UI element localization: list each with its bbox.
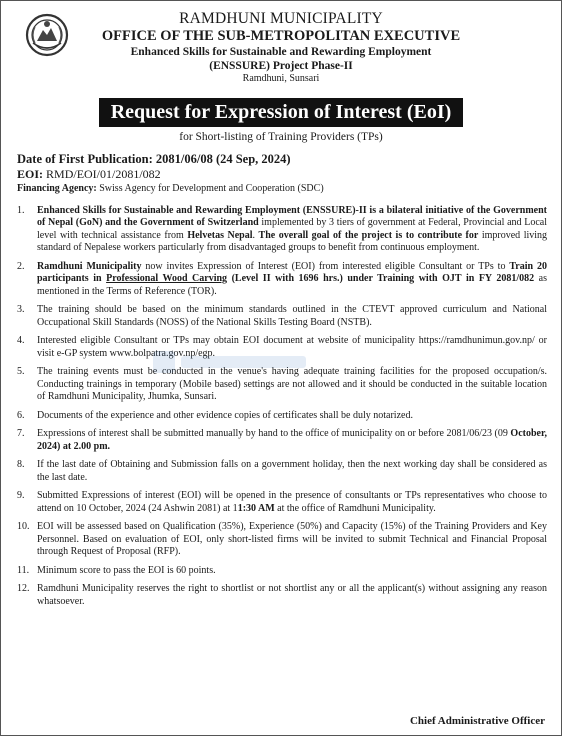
project-name: Enhanced Skills for Sustainable and Rewarding Employment [130, 46, 432, 58]
watermark-logo-icon [151, 347, 311, 377]
item-number: 2. [17, 260, 25, 272]
item-text: at the office of Ramdhuni Municipality. [274, 502, 436, 514]
item-text: Helvetas Nepal [187, 229, 253, 241]
item-text: . [252, 229, 259, 241]
publication-date: Date of First Publication: 2081/06/08 (24 Sep, 2024) [17, 152, 291, 166]
item-number: 5. [17, 366, 25, 378]
item-text: Ramdhuni Municipality [37, 260, 142, 272]
notice-item [11, 428, 551, 453]
signatory-title: Chief Administrative Officer [409, 715, 545, 727]
item-number: 1. [17, 205, 25, 216]
item-text: If the last date of Obtaining and Submission falls on a government holiday, then the next working day shall be considered as the last date. [37, 459, 547, 483]
item-number: 6. [17, 409, 25, 421]
item-text: Documents of the experience and other evidence copies of certificates shall be duly notarized. [37, 409, 413, 421]
notice-item [11, 521, 551, 558]
item-text: 1:30 AM [237, 502, 275, 514]
eoi-number: RMD/EOI/01/2081/082 [46, 167, 161, 181]
notice-item [11, 205, 551, 255]
notice-item [11, 261, 551, 298]
project-phase: (ENSSURE) Project Phase-II [209, 60, 353, 72]
item-number: 11. [17, 564, 30, 576]
item-text: Professional Wood Carving [106, 273, 228, 285]
financing-agency-value: Swiss Agency for Development and Cooperation (SDC) [99, 183, 324, 194]
notice-header [11, 1, 551, 97]
item-number: 3. [17, 304, 25, 316]
notice-item [11, 565, 551, 577]
item-text: EOI will be assessed based on Qualification (35%), Experience (50%) and Capacity (15%) of the Training Providers and Key Personnel. Based on evaluation of EOI, only short-listed firms will be invited to submit Technical and Financial Proposal through Request of Proposal (RFP). [37, 521, 547, 558]
item-text: Ramdhuni Municipality reserves the right to shortlist or not shortlist any or all the applicant(s) without assigning any reason whatsoever. [37, 583, 547, 607]
item-text: improved living standard of Nepalese workers particularly from disadvantaged groups to benefit from continuous employment. [37, 229, 548, 254]
notice-title: Request for Expression of Interest (EoI) [99, 98, 464, 127]
notice-item [11, 304, 551, 329]
item-text: as mentioned in the Terms of Reference (TOR). [37, 273, 547, 297]
notice-subtitle: for Short-listing of Training Providers (TPs) [179, 131, 383, 143]
item-number: 10. [17, 521, 30, 533]
eoi-reference [11, 167, 551, 182]
item-number: 4. [17, 335, 25, 347]
item-number: 8. [17, 459, 25, 471]
item-text: now invites Expression of Interest (EOI) from interested eligible Consultant or TPs to [141, 260, 510, 272]
item-number: 12. [17, 583, 30, 595]
title-banner [11, 98, 551, 127]
notice-item [11, 490, 551, 515]
item-text: (Level II with 1696 hrs.) under Training with OJT in FY 2081/082 [227, 273, 535, 285]
notice-item [11, 583, 551, 608]
notice-items-list [11, 205, 551, 608]
financing-agency-label: Financing Agency: [17, 183, 97, 194]
item-number: 9. [17, 490, 25, 502]
item-text: implemented by 3 tiers of government at Federal, Provincial and Local level with technical assistance from [37, 217, 547, 241]
nepal-government-emblem-icon [25, 13, 69, 57]
item-text: Train 20 participants in [37, 260, 547, 285]
notice-item [11, 459, 551, 484]
item-number: 7. [17, 428, 25, 440]
item-text: Expressions of interest shall be submitted manually by hand to the office of municipality on or before 2081/06/23 (09 [37, 428, 511, 440]
item-text: The training should be based on the minimum standards outlined in the CTEVT approved curriculum and National Occupational Skill Standards (NOSS) of the National Skills Testing Board (NSTB). [37, 304, 547, 328]
item-text: The training events must be conducted in the venue's having adequate training facilities for the proposed occupation/s. Conducting trainings in temporary (Mobile based) settings are not allowed and it should be conducted in the suitable location of Ramdhuni Municipality, Jhumka, Sunsari. [37, 366, 547, 403]
item-text: Submitted Expressions of interest (EOI) will be opened in the presence of consultants or TPs representatives who choose to attend on 10 October, 2024 (24 Ashwin 2081) at 1 [37, 490, 547, 514]
eoi-label: EOI: [17, 167, 44, 181]
office-address: Ramdhuni, Sunsari [242, 73, 320, 84]
item-text: October, 2024) at 2.00 pm. [37, 428, 547, 452]
item-text: The overall goal of the project is to contribute for [258, 229, 479, 241]
item-text: Interested eligible Consultant or TPs may obtain EOI document at website of municipality https://ramdhunimun.gov.np/ or visit e-GP system www.bolpatra.gov.np/egp. [37, 335, 547, 359]
office-name: OFFICE OF THE SUB-METROPOLITAN EXECUTIVE [101, 28, 461, 44]
financing-agency [11, 182, 551, 195]
municipality-name: RAMDHUNI MUNICIPALITY [179, 10, 383, 27]
item-text: Minimum score to pass the EOI is 60 points. [37, 564, 216, 576]
notice-item [11, 410, 551, 422]
item-text: Enhanced Skills for Sustainable and Rewarding Employment (ENSSURE)-II is a bilateral initiative of the Government of Nepal (GoN) and the Government of Switzerland [37, 205, 547, 229]
